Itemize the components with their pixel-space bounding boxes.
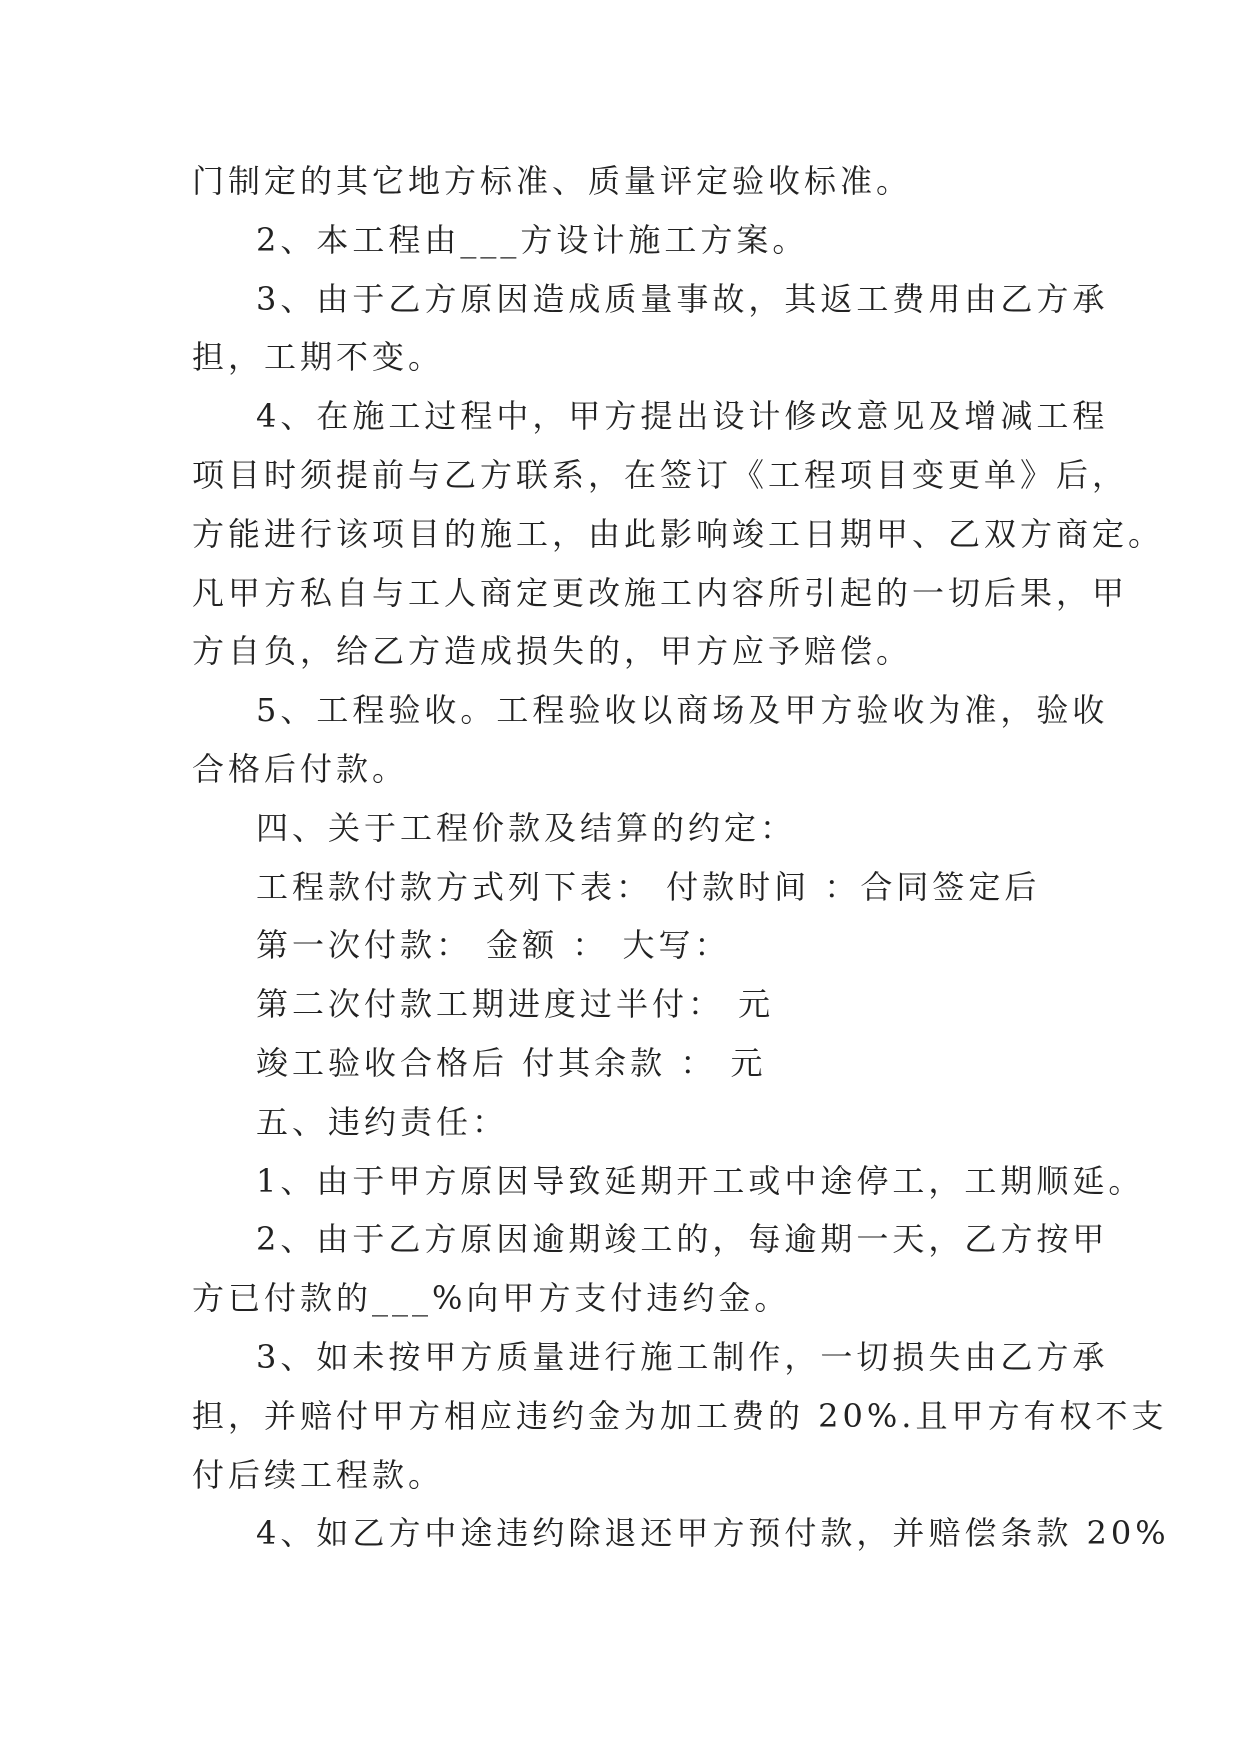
text-line: 5、工程验收。工程验收以商场及甲方验收为准，验收 (256, 691, 1109, 730)
text-line: 4、在施工过程中，甲方提出设计修改意见及增减工程 (256, 397, 1109, 436)
text-line: 2、本工程由___方设计施工方案。 (256, 220, 809, 259)
text-line: 方自负，给乙方造成损失的，甲方应予赔偿。 (192, 632, 913, 671)
text-line: 1、由于甲方原因导致延期开工或中途停工，工期顺延。 (256, 1161, 1145, 1200)
text-line: 方已付款的___%向甲方支付违约金。 (192, 1279, 791, 1318)
text-line: 4、如乙方中途违约除退还甲方预付款，并赔偿条款 20% (256, 1514, 1170, 1553)
text-line: 竣工验收合格后 付其余款 ： 元 (256, 1043, 767, 1082)
text-line: 担，工期不变。 (192, 338, 445, 377)
text-line: 3、如未按甲方质量进行施工制作，一切损失由乙方承 (256, 1337, 1109, 1376)
text-line: 第二次付款工期进度过半付： 元 (256, 985, 775, 1024)
section-heading: 四、关于工程价款及结算的约定： (256, 808, 797, 847)
text-line: 付后续工程款。 (192, 1455, 445, 1494)
document-body (192, 152, 1170, 1563)
text-line: 凡甲方私自与工人商定更改施工内容所引起的一切后果，甲 (192, 573, 1129, 612)
text-line: 第一次付款： 金额 ： 大写： (256, 926, 731, 965)
text-line: 项目时须提前与乙方联系，在签订《工程项目变更单》后， (192, 455, 1129, 494)
text-line: 2、由于乙方原因逾期竣工的，每逾期一天，乙方按甲 (256, 1220, 1109, 1259)
text-line: 门制定的其它地方标准、质量评定验收标准。 (192, 162, 913, 200)
text-line: 担，并赔付甲方相应违约金为加工费的 20%.且甲方有权不支 (192, 1396, 1168, 1435)
text-line: 3、由于乙方原因造成质量事故，其返工费用由乙方承 (256, 279, 1109, 318)
text-line: 合格后付款。 (192, 749, 409, 788)
text-line: 方能进行该项目的施工，由此影响竣工日期甲、乙双方商定。 (192, 514, 1165, 553)
section-heading: 五、违约责任： (256, 1102, 509, 1141)
text-line: 工程款付款方式列下表： 付款时间 ：合同签定后 (256, 867, 1041, 906)
